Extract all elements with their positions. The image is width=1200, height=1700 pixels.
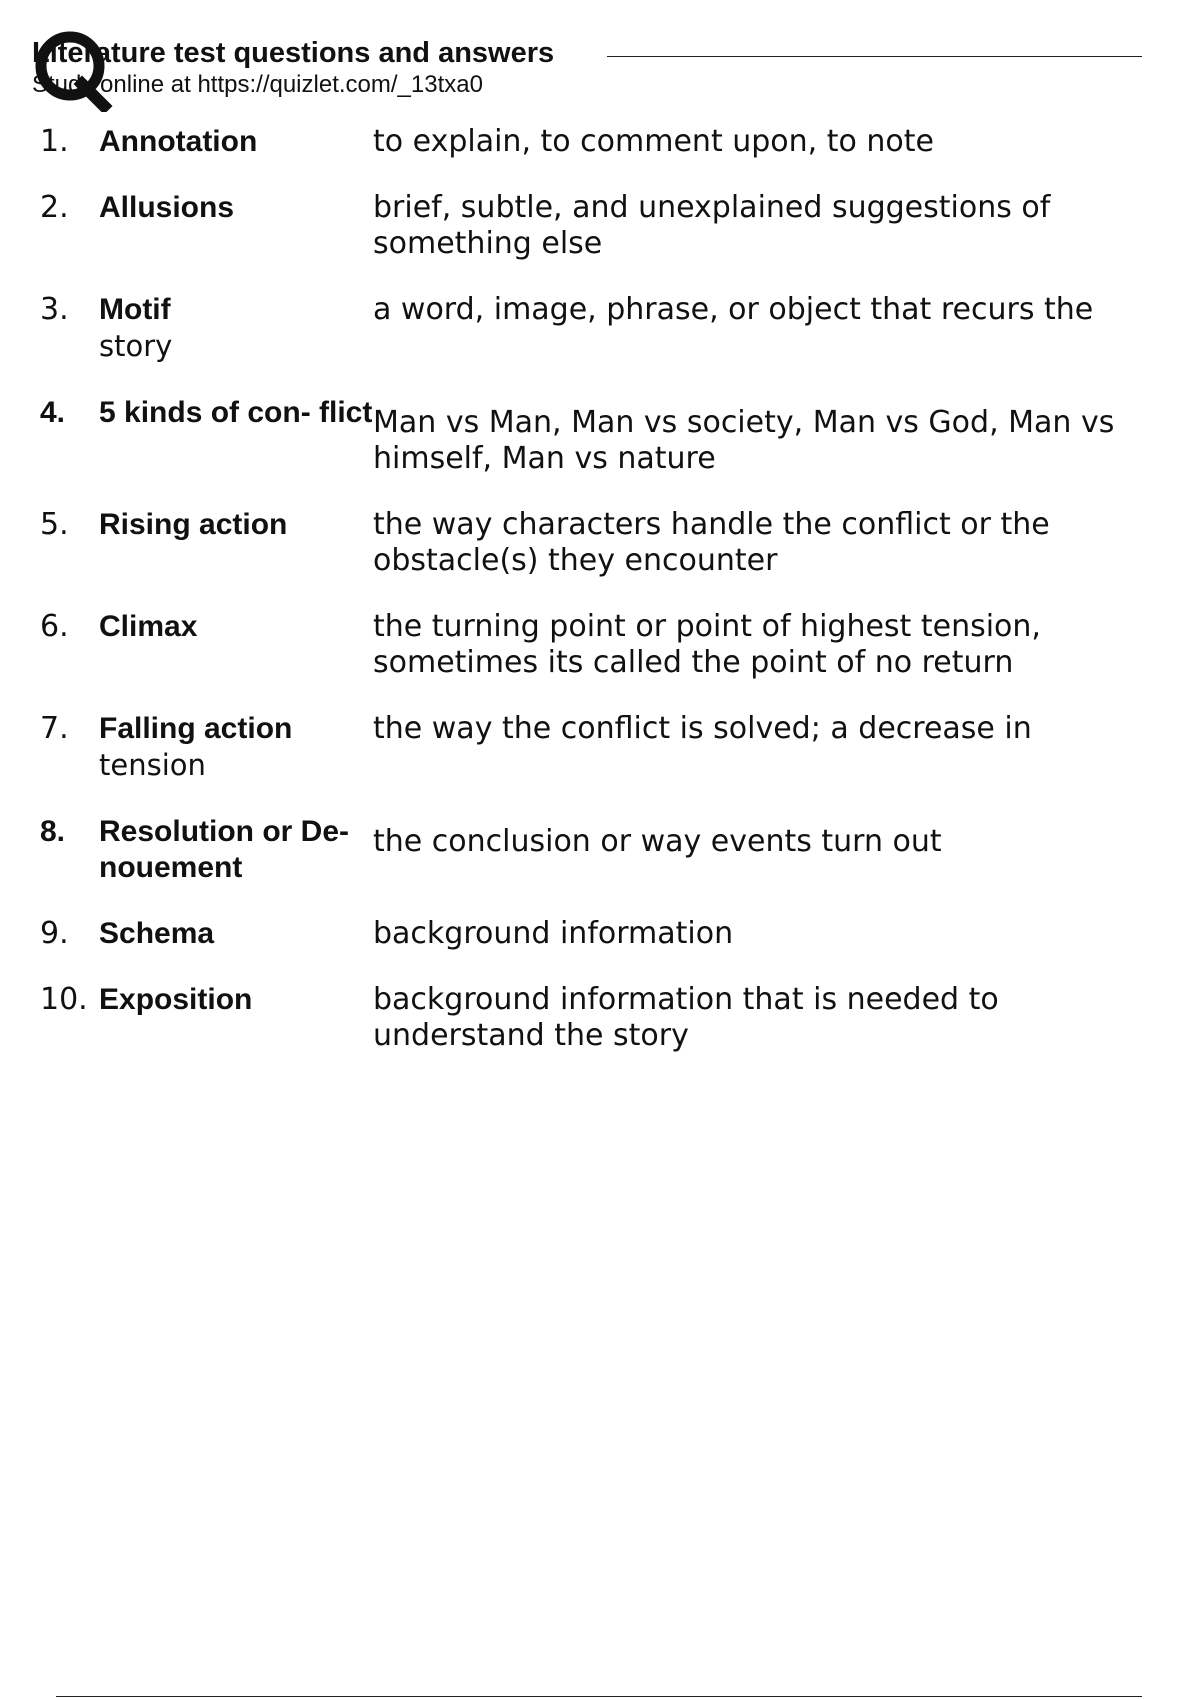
card-term-text: Schema	[99, 917, 215, 950]
document-title: Literature test questions and answers	[32, 37, 555, 69]
card-term	[99, 124, 373, 160]
header-divider	[607, 56, 1142, 57]
card-definition: a word, image, phrase, or object that recurs the	[373, 292, 1094, 327]
document-subtitle: Study online at https://quizlet.com/_13txa0	[32, 71, 483, 98]
card-term	[99, 916, 373, 952]
flashcard-row	[40, 982, 1170, 1054]
card-definition: background information that is needed to understand the story	[373, 982, 999, 1053]
card-number: 5.	[40, 507, 69, 542]
card-term	[99, 395, 373, 431]
card-term-text: Allusions	[99, 191, 235, 224]
card-term	[99, 982, 373, 1018]
card-term-continuation: story	[99, 329, 173, 363]
card-term-text: Annotation	[99, 125, 258, 158]
card-number: 4.	[40, 396, 66, 429]
card-definition: the way the conflict is solved; a decrease in	[373, 711, 1032, 746]
card-term	[99, 190, 373, 226]
flashcard-row	[40, 395, 1170, 477]
card-term-text: Exposition	[99, 983, 253, 1016]
card-number: 6.	[40, 609, 69, 644]
card-definition: the way characters handle the conflict or the obstacle(s) they encounter	[373, 507, 1050, 578]
flashcard-row	[40, 190, 1170, 262]
flashcard-row	[40, 507, 1170, 579]
card-term	[99, 507, 373, 543]
flashcard-row	[40, 711, 1170, 784]
card-term-text: Motif	[99, 293, 171, 326]
card-definition: Man vs Man, Man vs society, Man vs God, Man vs himself, Man vs nature	[373, 405, 1115, 476]
card-number: 7.	[40, 711, 69, 746]
card-term-text: Falling action	[99, 712, 293, 745]
card-number: 10.	[40, 982, 88, 1017]
card-definition: background information	[373, 916, 734, 951]
card-number: 9.	[40, 916, 69, 951]
card-number: 3.	[40, 292, 69, 327]
card-definition: the conclusion or way events turn out	[373, 824, 942, 859]
card-term-continuation: tension	[99, 748, 206, 782]
card-term-text: Climax	[99, 610, 198, 643]
card-term	[99, 711, 373, 784]
flashcard-list	[40, 124, 1170, 1084]
flashcard-row	[40, 609, 1170, 681]
card-definition: brief, subtle, and unexplained suggestions of something else	[373, 190, 1051, 261]
card-number: 1.	[40, 124, 69, 159]
card-number: 8.	[40, 815, 66, 848]
footer-divider	[56, 1696, 1142, 1697]
card-definition: to explain, to comment upon, to note	[373, 124, 934, 159]
card-term	[99, 814, 373, 886]
document-header	[32, 34, 1142, 104]
flashcard-row	[40, 814, 1170, 886]
flashcard-row	[40, 124, 1170, 160]
flashcard-row	[40, 292, 1170, 365]
card-term-text: 5 kinds of con- flict	[99, 396, 373, 429]
card-term	[99, 292, 373, 365]
flashcard-row	[40, 916, 1170, 952]
card-definition: the turning point or point of highest tension, sometimes its called the point of no return	[373, 609, 1041, 680]
card-number: 2.	[40, 190, 69, 225]
card-term	[99, 609, 373, 645]
card-term-text: Resolution or De- nouement	[99, 815, 350, 884]
card-term-text: Rising action	[99, 508, 288, 541]
